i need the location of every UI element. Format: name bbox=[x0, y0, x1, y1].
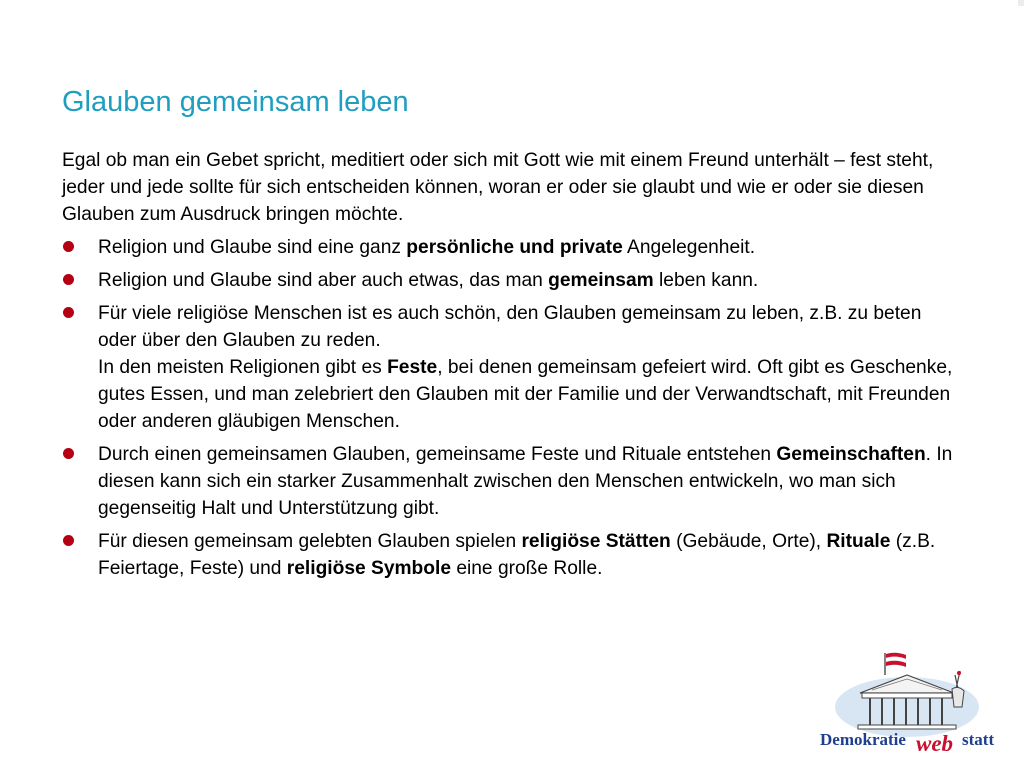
bullet-emphasis: Rituale bbox=[826, 531, 891, 552]
bullet-text: Religion und Glaube sind eine ganz bbox=[98, 237, 407, 258]
bullet-text: (Gebäude, Orte), bbox=[670, 531, 827, 552]
bullet-text: , bei denen gemeinsam gefeiert wird. Oft gibt es Geschenke, gutes Essen, und man zelebriert den Glauben mit der Familie und der Verwandtschaft, mit Freunden oder anderen gläubigen Menschen. bbox=[98, 357, 953, 432]
logo-word-statt: statt bbox=[962, 730, 995, 749]
bullet-dot-icon bbox=[63, 307, 74, 318]
intro-paragraph: Egal ob man ein Gebet spricht, meditiert oder sich mit Gott wie mit einem Freund unterhält – fest steht, jeder und jede sollte für sich entscheiden können, woran er oder sie glaubt und wie er oder sie diesen Glauben zum Ausdruck bringen möchte. bbox=[62, 150, 934, 225]
bullet-dot-icon bbox=[63, 241, 74, 252]
bullet-item bbox=[62, 441, 962, 522]
austrian-flag-icon bbox=[886, 653, 906, 667]
bullet-dot-icon bbox=[63, 535, 74, 546]
bullet-emphasis: gemeinsam bbox=[548, 270, 654, 291]
bullet-item bbox=[62, 300, 962, 435]
bullet-item bbox=[62, 528, 962, 582]
bullet-text: (z.B. Feiertage, Feste) und bbox=[98, 531, 936, 579]
slide-body bbox=[62, 147, 962, 588]
demokratiewebstatt-logo bbox=[812, 645, 1012, 760]
bullet-text: In den meisten Religionen gibt es bbox=[98, 357, 388, 378]
logo-word-web: web bbox=[916, 731, 954, 756]
parliament-building-icon bbox=[835, 671, 979, 737]
bullet-text: . In diesen kann sich ein starker Zusammenhalt zwischen den Menschen entwickeln, wo man sich gegenseitig Halt und Unterstützung gibt. bbox=[98, 444, 953, 519]
bullet-emphasis: religiöse Symbole bbox=[286, 558, 451, 579]
bullet-emphasis: Gemeinschaften bbox=[776, 444, 926, 465]
bullet-dot-icon bbox=[63, 448, 74, 459]
bullet-text: Für viele religiöse Menschen ist es auch schön, den Glauben gemeinsam zu leben, z.B. zu beten oder über den Glauben zu reden. bbox=[98, 303, 922, 351]
bullet-item bbox=[62, 267, 962, 294]
slide-title: Glauben gemeinsam leben bbox=[62, 86, 409, 118]
bullet-text: leben kann. bbox=[653, 270, 759, 291]
bullet-emphasis: religiöse Stätten bbox=[521, 531, 671, 552]
bullet-text: Für diesen gemeinsam gelebten Glauben spielen bbox=[98, 531, 522, 552]
bullet-item bbox=[62, 234, 962, 261]
bullet-text: Durch einen gemeinsamen Glauben, gemeinsame Feste und Rituale entstehen bbox=[98, 444, 777, 465]
bullet-emphasis: Feste bbox=[387, 357, 438, 378]
bullet-list bbox=[62, 234, 962, 582]
corner-mark bbox=[1018, 0, 1024, 6]
bullet-text: Religion und Glaube sind aber auch etwas, das man bbox=[98, 270, 549, 291]
bullet-text: Angelegenheit. bbox=[622, 237, 756, 258]
logo-word-demokratie: Demokratie bbox=[820, 730, 906, 749]
bullet-emphasis: persönliche und private bbox=[406, 237, 623, 258]
bullet-text: eine große Rolle. bbox=[451, 558, 603, 579]
bullet-dot-icon bbox=[63, 274, 74, 285]
